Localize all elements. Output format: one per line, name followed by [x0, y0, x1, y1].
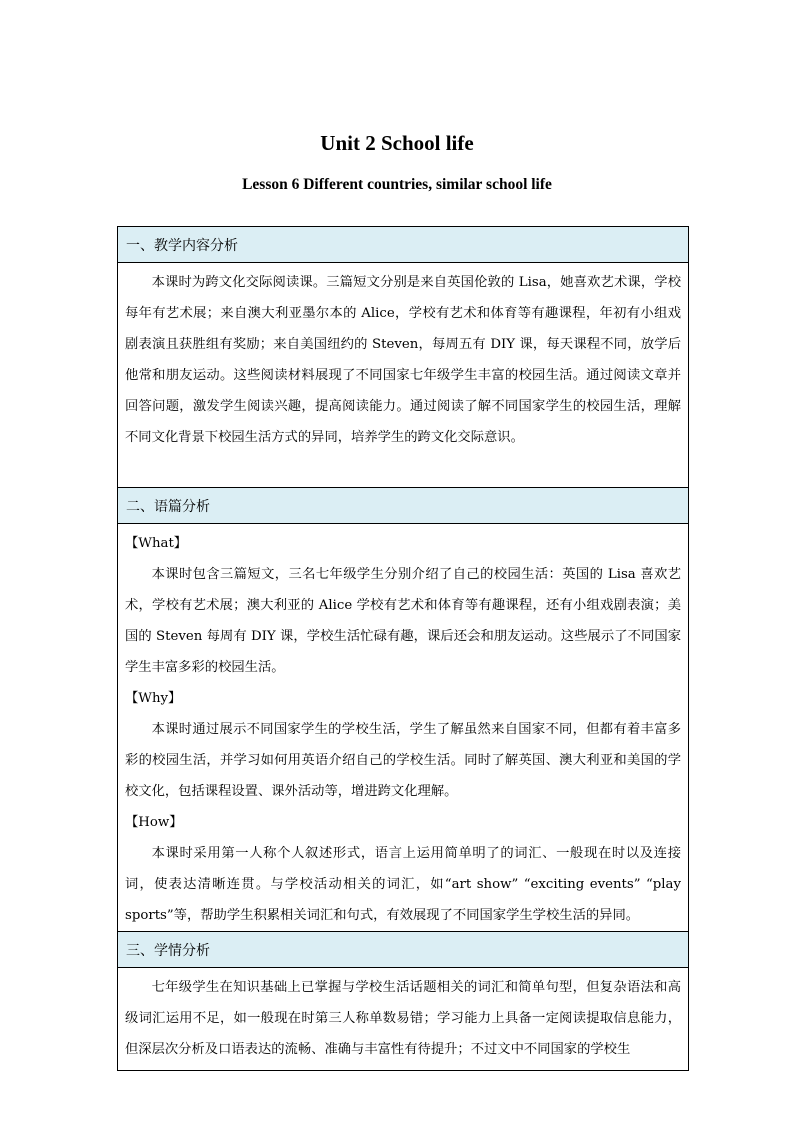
- paragraph: 本课时为跨文化交际阅读课。三篇短文分别是来自英国伦敦的 Lisa，她喜欢艺术课，学校每年有艺术展；来自澳大利亚墨尔本的 Alice，学校有艺术和体育等有趣课程，年初有小组戏剧表演且获胜组有奖励；来自美国纽约的 Steven，每周五有 DIY 课，每天课程不同，放学后他常和朋友运动。这些阅读材料展现了不同国家七年级学生丰富的校园生活。通过阅读文章并回答问题，激发学生阅读兴趣，提高阅读能力。通过阅读了解不同国家学生的校园生活，理解不同文化背景下校园生活方式的异同，培养学生的跨文化交际意识。: [125, 275, 681, 445]
- document-title: Unit 2 School life: [320, 131, 474, 155]
- paragraph: 七年级学生在知识基础上已掌握与学校生活话题相关的词汇和简单句型，但复杂语法和高级词汇运用不足，如一般现在时第三人称单数易错；学习能力上具备一定阅读提取信息能力，但深层次分析及口语表达的流畅、准确与丰富性有待提升；不过文中不同国家的学校生: [125, 980, 681, 1057]
- section-body-content-analysis: [118, 263, 688, 488]
- why-tag: 【Why】: [125, 691, 182, 706]
- section-body-text-analysis: [118, 524, 688, 932]
- how-paragraph: 本课时采用第一人称个人叙述形式，语言上运用简单明了的词汇、一般现在时以及连接词，使表达清晰连贯。与学校活动相关的词汇，如“art show” “exciting events” “play sports”等，帮助学生积累相关词汇和句式，有效展现了不同国家学生学校生活的异同。: [125, 846, 681, 923]
- what-tag: 【What】: [125, 536, 188, 551]
- section-header-learner-analysis: 三、学情分析: [118, 932, 688, 968]
- what-paragraph: 本课时包含三篇短文，三名七年级学生分别介绍了自己的校园生活：英国的 Lisa 喜欢艺术，学校有艺术展；澳大利亚的 Alice 学校有艺术和体育等有趣课程，还有小组戏剧表演；美国的 Steven 每周有 DIY 课，学校生活忙碌有趣，课后还会和朋友运动。这些展示了不同国家学生丰富多彩的校园生活。: [125, 567, 681, 675]
- section-body-learner-analysis: [118, 968, 688, 1070]
- lesson-analysis-table: [117, 226, 689, 1071]
- section-header-content-analysis: 一、教学内容分析: [118, 227, 688, 263]
- document-subtitle: Lesson 6 Different countries, similar school life: [242, 176, 552, 193]
- section-header-text-analysis: 二、语篇分析: [118, 488, 688, 524]
- how-tag: 【How】: [125, 815, 183, 830]
- why-paragraph: 本课时通过展示不同国家学生的学校生活，学生了解虽然来自国家不同，但都有着丰富多彩的校园生活，并学习如何用英语介绍自己的学校生活。同时了解英国、澳大利亚和美国的学校文化，包括课程设置、课外活动等，增进跨文化理解。: [125, 722, 681, 799]
